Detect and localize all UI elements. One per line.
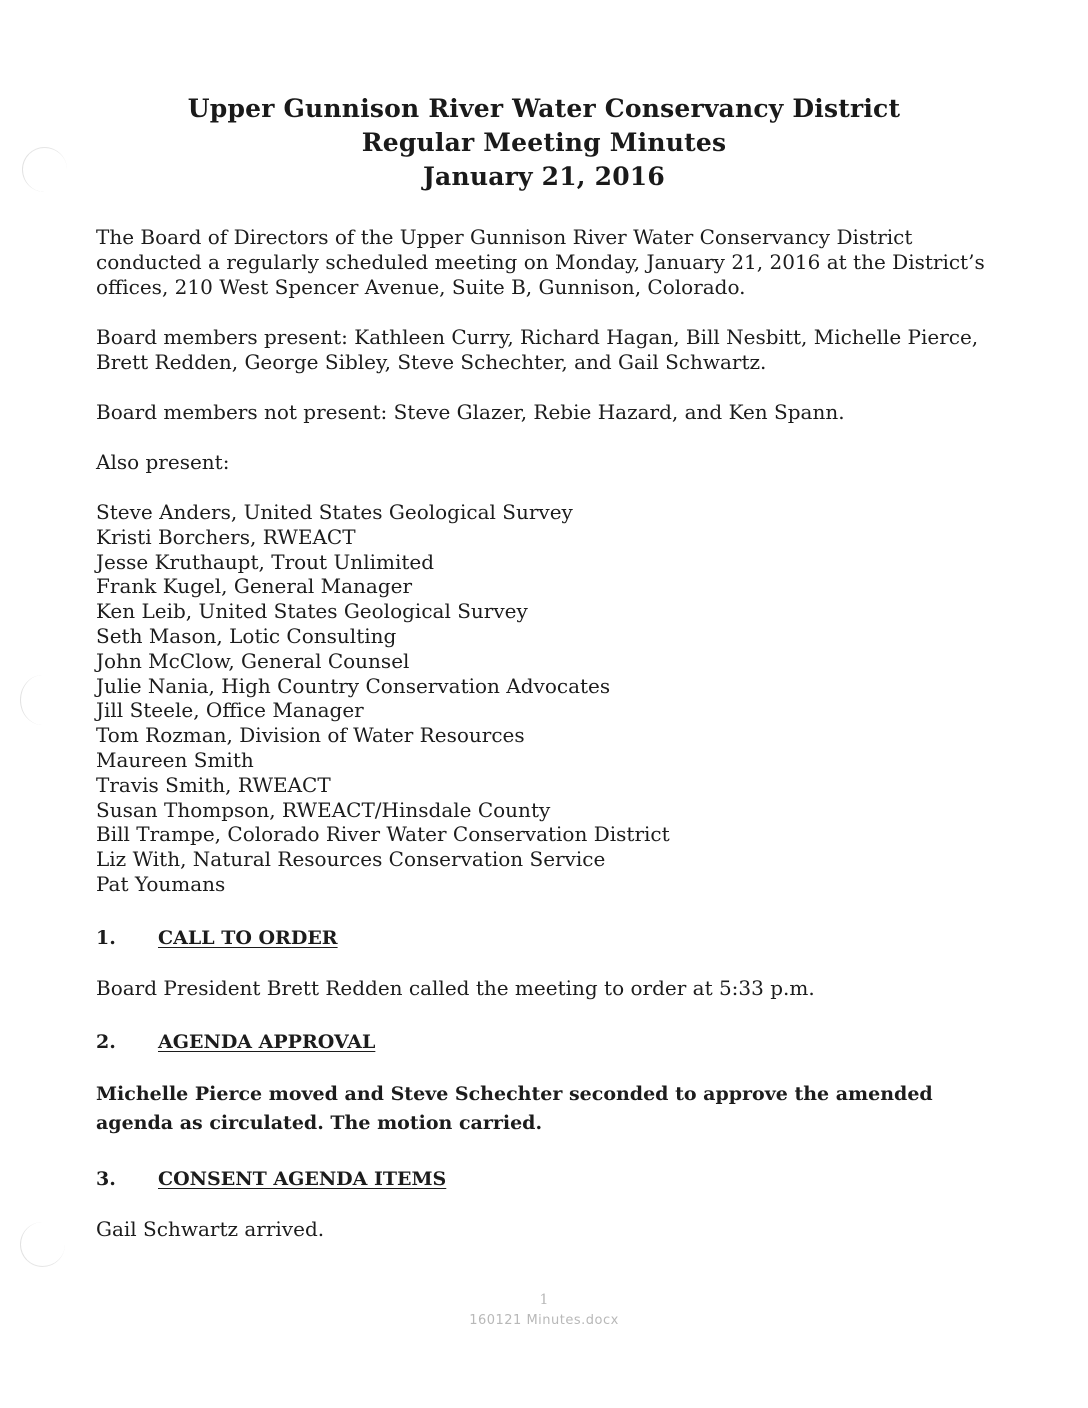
intro-paragraph: The Board of Directors of the Upper Gunnison River Water Conservancy District conducted a regularly scheduled meeting on Monday, January 21, 2016 at the District’s offices, 210 West Spencer Avenue, Suite B, Gunnison, Colorado. [96,225,985,299]
members-absent-paragraph: Board members not present: Steve Glazer, Rebie Hazard, and Ken Spann. [96,400,845,424]
agenda-motion-text: Michelle Pierce moved and Steve Schechter seconded to approve the amended agenda as circulated. The motion carried. [96,1082,933,1134]
title-district: Upper Gunnison River Water Conservancy District [187,94,901,123]
call-to-order-text: Board President Brett Redden called the meeting to order at 5:33 p.m. [96,975,815,1000]
attendee-item: Liz With, Natural Resources Conservation Service [96,847,606,872]
attendee-item: Seth Mason, Lotic Consulting [96,623,397,648]
attendee-item: Bill Trampe, Colorado River Water Conservation District [96,822,670,847]
attendee-item: Travis Smith, RWEACT [96,772,331,797]
attendee-item: Julie Nania, High Country Conservation Advocates [96,673,611,698]
title-meeting-type: Regular Meeting Minutes [361,128,727,157]
attendee-item: Pat Youmans [96,871,226,896]
attendee-item: Jill Steele, Office Manager [96,698,364,723]
attendee-list [96,500,996,897]
consent-agenda-text: Gail Schwartz arrived. [96,1216,325,1241]
also-present-label: Also present: [96,450,230,474]
section-number: 1. [96,926,116,949]
section-heading-call-to-order [96,926,996,951]
section-title: CONSENT AGENDA ITEMS [158,1167,447,1190]
attendee-item: Susan Thompson, RWEACT/Hinsdale County [96,797,551,822]
footer-file-name: 160121 Minutes.docx [469,1313,619,1328]
attendee-item: Frank Kugel, General Manager [96,574,413,599]
section-number: 2. [96,1030,116,1053]
section-number: 3. [96,1167,116,1190]
attendee-item: Jesse Kruthaupt, Trout Unlimited [96,549,435,574]
section-title: AGENDA APPROVAL [158,1030,376,1053]
page-number: 1 [539,1292,549,1308]
attendee-item: Ken Leib, United States Geological Survey [96,599,528,624]
minutes-body [96,225,996,1242]
members-present-paragraph: Board members present: Kathleen Curry, Richard Hagan, Bill Nesbitt, Michelle Pierce, Brett Redden, George Sibley, Steve Schechter, and Gail Schwartz. [96,325,979,374]
attendee-item: Steve Anders, United States Geological Survey [96,500,573,524]
document-title [0,92,1088,194]
punch-hole-mark [20,1222,65,1267]
punch-hole-mark [20,675,65,725]
attendee-item: John McClow, General Counsel [96,648,410,673]
section-heading-agenda-approval [96,1030,996,1055]
section-title: CALL TO ORDER [158,926,338,949]
attendee-item: Maureen Smith [96,747,254,772]
section-heading-consent-agenda [96,1167,996,1192]
attendee-item: Tom Rozman, Division of Water Resources [96,723,525,748]
attendee-item: Kristi Borchers, RWEACT [96,524,356,549]
title-date: January 21, 2016 [423,162,665,191]
